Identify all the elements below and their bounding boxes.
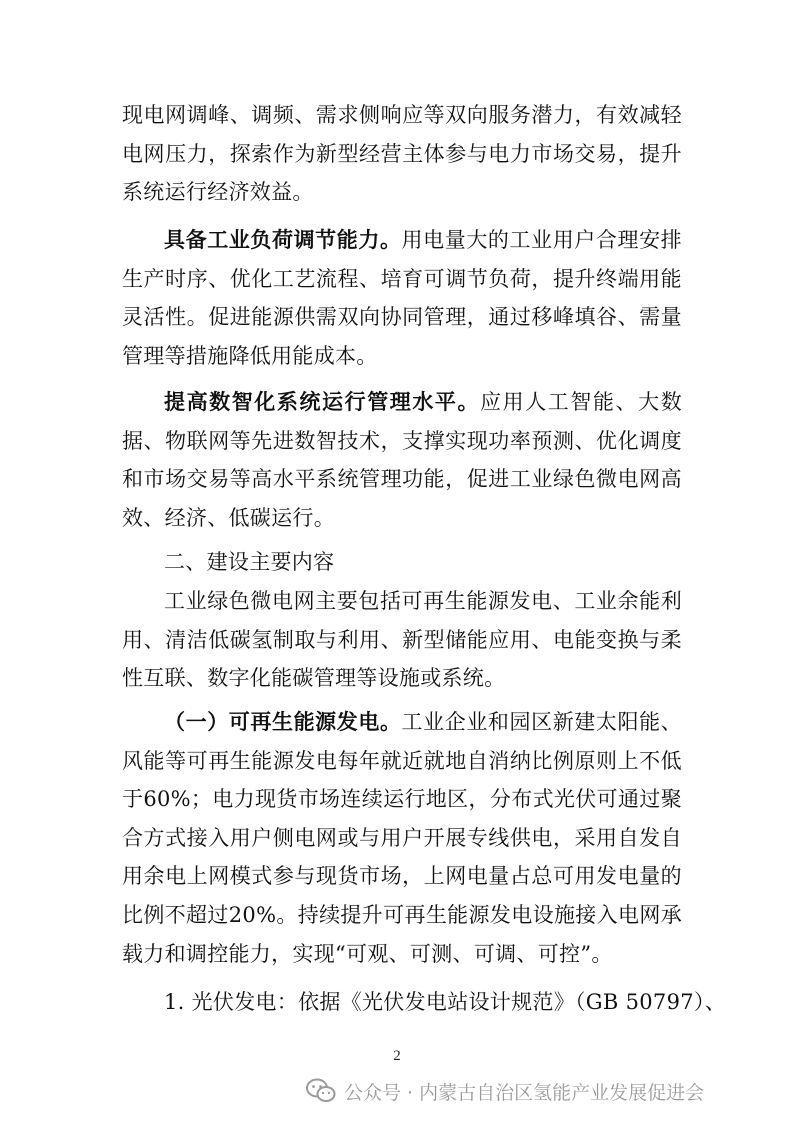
section-intro-paragraph — [122, 582, 682, 698]
section-intro-text: 工业绿色微电网主要包括可再生能源发电、工业余能利用、清洁低碳氢制取与利用、新型储能应用、电能变换与柔性互联、数字化能碳管理等设施或系统。 — [122, 589, 682, 691]
renewable-body: 工业企业和园区新建太阳能、风能等可再生能源发电每年就近就地自消纳比例原则上不低于60%；电力现货市场连续运行地区，分布式光伏可通过聚合方式接入用户侧电网或与用户开展专线供电，采用自发自用余电上网模式参与现货市场，上网电量占总可用发电量的比例不超过20%。持续提升可再生能源发电设施接入电网承载力和调控能力，实现“可观、可测、可调、可控”。 — [122, 710, 682, 966]
page-number: 2 — [393, 1048, 401, 1064]
digital-management-lead: 提高数智化系统运行管理水平。 — [164, 389, 481, 414]
industrial-load-lead: 具备工业负荷调节能力。 — [164, 227, 402, 252]
renewable-paragraph — [122, 703, 682, 973]
industrial-load-body: 用电量大的工业用户合理安排生产时序、优化工艺流程、培育可调节负荷，提升终端用能灵活性。促进能源供需双向协同管理，通过移峰填谷、需量管理等措施降低用能成本。 — [122, 228, 682, 368]
section-heading: 二、建设主要内容 — [164, 550, 335, 574]
wechat-icon — [306, 1078, 336, 1104]
renewable-lead: （一）可再生能源发电。 — [164, 709, 402, 734]
list-item-pv: 1. 光伏发电：依据《光伏发电站设计规范》（GB 50797）、 — [164, 990, 726, 1014]
digital-management-paragraph — [122, 383, 682, 537]
watermark — [306, 1074, 704, 1108]
watermark-text: 公众号 · 内蒙古自治区氢能产业发展促进会 — [344, 1081, 705, 1104]
intro-tail-text: 现电网调峰、调频、需求侧响应等双向服务潜力，有效减轻电网压力，探索作为新型经营主体参与电力市场交易，提升系统运行经济效益。 — [122, 103, 682, 205]
intro-tail-paragraph — [122, 96, 682, 212]
digital-management-body: 应用人工智能、大数据、物联网等先进数智技术，支撑实现功率预测、优化调度和市场交易等高水平系统管理功能，促进工业绿色微电网高效、经济、低碳运行。 — [122, 390, 682, 530]
industrial-load-paragraph — [122, 221, 682, 375]
